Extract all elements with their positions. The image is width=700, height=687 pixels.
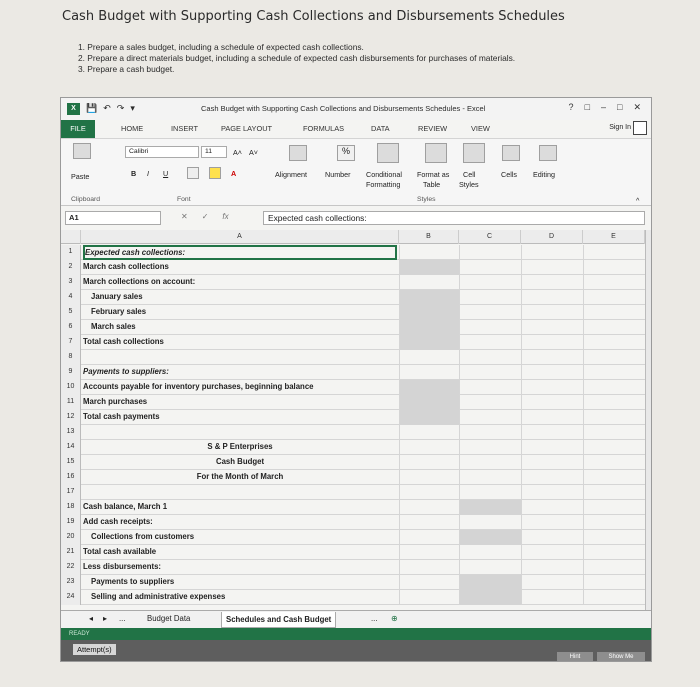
column-header-d[interactable]: D (521, 230, 583, 244)
cell-c[interactable] (459, 470, 521, 485)
cell-e[interactable] (583, 425, 645, 440)
help-icon[interactable]: ? (568, 102, 574, 112)
row-number[interactable]: 14 (61, 440, 81, 455)
table-row (61, 395, 645, 410)
table-row (61, 275, 645, 290)
cell-a[interactable]: Accounts payable for inventory purchases, beginning balance (83, 382, 314, 391)
clipboard-group-label: Clipboard (71, 196, 101, 203)
cell-c[interactable] (459, 425, 521, 440)
binoculars-icon[interactable] (539, 145, 557, 161)
row-number[interactable]: 2 (61, 260, 81, 275)
table-row (61, 410, 645, 425)
cell-a[interactable]: Collections from customers (91, 532, 195, 541)
cell-a[interactable]: Selling and administrative expenses (91, 592, 226, 601)
cell-d[interactable] (521, 530, 583, 545)
italic-button[interactable]: I (147, 169, 149, 178)
row-number[interactable]: 22 (61, 560, 81, 575)
cell-b[interactable] (399, 545, 459, 560)
cell-e[interactable] (583, 260, 645, 275)
cell-c[interactable] (459, 350, 521, 365)
table-row (61, 245, 645, 260)
cell-d[interactable] (521, 350, 583, 365)
cell-b[interactable] (399, 335, 459, 350)
cell-c[interactable] (459, 485, 521, 500)
cell-a[interactable]: March purchases (83, 397, 148, 406)
formula-bar-icons (181, 212, 229, 221)
cell-d[interactable] (521, 245, 583, 260)
cell-d[interactable] (521, 320, 583, 335)
row-number[interactable]: 17 (61, 485, 81, 500)
cell-b[interactable] (399, 455, 459, 470)
tab-view[interactable]: VIEW (471, 124, 490, 133)
excel-window (60, 97, 652, 662)
attempts-label: Attempt(s) (73, 644, 116, 655)
font-group-label: Font (177, 196, 191, 203)
tab-review[interactable]: REVIEW (418, 124, 448, 133)
cell-c[interactable] (459, 590, 521, 605)
instruction-3: 3. Prepare a cash budget. (78, 64, 175, 74)
show-me-button[interactable]: Show Me (597, 652, 645, 662)
collapse-ribbon-icon[interactable]: ^ (636, 196, 640, 205)
cell-e[interactable] (583, 305, 645, 320)
grow-font-button[interactable]: A˄ (233, 148, 242, 157)
cell-a[interactable] (83, 485, 397, 500)
excel-logo-icon: X (67, 103, 80, 115)
cell-a[interactable]: Payments to suppliers (91, 577, 175, 586)
cell-a[interactable]: Total cash available (83, 547, 157, 556)
ribbon-tabs (61, 120, 651, 138)
styles-label[interactable]: Styles (459, 180, 479, 189)
cell-c[interactable] (459, 290, 521, 305)
restore-icon[interactable]: □ (617, 102, 623, 112)
cell-e[interactable] (583, 245, 645, 260)
tab-formulas[interactable]: FORMULAS (303, 124, 345, 133)
cell-e[interactable] (583, 575, 645, 590)
cell-b[interactable] (399, 380, 459, 395)
window-title: Cash Budget with Supporting Cash Collections and Disbursements Schedules - Excel (201, 104, 486, 113)
styles-group-label: Styles (417, 196, 436, 203)
cell-a[interactable]: Total cash payments (83, 412, 160, 421)
cell-c[interactable] (459, 380, 521, 395)
row-number[interactable]: 3 (61, 275, 81, 290)
cell-c[interactable] (459, 440, 521, 455)
prev-sheet-icon[interactable]: ◂ (89, 614, 93, 623)
cell-b[interactable] (399, 320, 459, 335)
font-size-select[interactable]: 11 (201, 146, 227, 158)
cell-c[interactable] (459, 365, 521, 380)
user-avatar-icon[interactable] (633, 121, 647, 135)
formatting-label[interactable]: Formatting (366, 180, 401, 189)
cell-b[interactable] (399, 365, 459, 380)
more-sheets-left[interactable]: ... (119, 614, 126, 623)
next-sheet-icon[interactable]: ▸ (103, 614, 107, 623)
cell-c[interactable] (459, 575, 521, 590)
cell-a[interactable] (83, 425, 397, 440)
tab-page-layout[interactable]: PAGE LAYOUT (221, 124, 273, 133)
cell-d[interactable] (521, 440, 583, 455)
row-number[interactable]: 9 (61, 365, 81, 380)
cell-d[interactable] (521, 410, 583, 425)
tab-home[interactable]: HOME (121, 124, 144, 133)
column-header-c[interactable]: C (459, 230, 521, 244)
cell-a[interactable]: March cash collections (83, 262, 169, 271)
cell-d[interactable] (521, 500, 583, 515)
row-number[interactable]: 7 (61, 335, 81, 350)
cell-a[interactable]: Less disbursements: (83, 562, 161, 571)
table-row (61, 380, 645, 395)
cells-button[interactable]: Cells (501, 170, 517, 179)
table-row (61, 260, 645, 275)
title-bar (61, 98, 651, 120)
cell-d[interactable] (521, 275, 583, 290)
cell-e[interactable] (583, 500, 645, 515)
table-row (61, 440, 645, 455)
conditional-formatting-icon[interactable] (377, 143, 399, 163)
cell-b[interactable] (399, 515, 459, 530)
cell-a[interactable]: January sales (91, 292, 143, 301)
cell-c[interactable] (459, 320, 521, 335)
table-row (61, 575, 645, 590)
cell-a[interactable]: February sales (91, 307, 147, 316)
cell-c[interactable] (459, 545, 521, 560)
window-controls (569, 102, 641, 113)
column-header-e[interactable]: E (583, 230, 645, 244)
cell-b[interactable] (399, 440, 459, 455)
row-number[interactable]: 6 (61, 320, 81, 335)
cell-b[interactable] (399, 500, 459, 515)
row-number[interactable]: 18 (61, 500, 81, 515)
enter-icon[interactable]: ✓ (201, 212, 209, 221)
cell-b[interactable] (399, 245, 459, 260)
cell-d[interactable] (521, 365, 583, 380)
cell-styles-icon[interactable] (463, 143, 485, 163)
row-number[interactable]: 23 (61, 575, 81, 590)
cell-e[interactable] (583, 365, 645, 380)
table-row (61, 455, 645, 470)
cell-b[interactable] (399, 395, 459, 410)
close-icon[interactable]: ✕ (633, 102, 641, 112)
cell-d[interactable] (521, 380, 583, 395)
cell-b[interactable] (399, 575, 459, 590)
table-row (61, 320, 645, 335)
sheet-tabs-bar (61, 610, 651, 628)
cell-c[interactable] (459, 410, 521, 425)
cell-e[interactable] (583, 590, 645, 605)
bottom-bar (61, 640, 651, 662)
row-number[interactable]: 1 (61, 245, 81, 260)
alignment-button[interactable]: Alignment (275, 170, 307, 179)
borders-icon[interactable] (187, 167, 199, 179)
cell-a[interactable]: Add cash receipts: (83, 517, 153, 526)
cell-e[interactable] (583, 485, 645, 500)
cell-c[interactable] (459, 395, 521, 410)
cell-a[interactable] (83, 350, 397, 365)
cell-e[interactable] (583, 455, 645, 470)
table-label[interactable]: Table (423, 180, 441, 189)
cell-a[interactable]: Total cash collections (83, 337, 164, 346)
cell-d[interactable] (521, 290, 583, 305)
cell-e[interactable] (583, 335, 645, 350)
cell-c[interactable] (459, 245, 521, 260)
instruction-1: 1. Prepare a sales budget, including a schedule of expected cash collections. (78, 42, 364, 52)
cell-b[interactable] (399, 275, 459, 290)
cell-d[interactable] (521, 260, 583, 275)
cell-e[interactable] (583, 545, 645, 560)
table-row (61, 485, 645, 500)
instruction-2: 2. Prepare a direct materials budget, including a schedule of expected cash disbursements for purchases of materials. (78, 53, 516, 63)
cell-e[interactable] (583, 275, 645, 290)
name-box[interactable]: A1 (65, 211, 161, 225)
table-row (61, 365, 645, 380)
cell-a[interactable]: Expected cash collections: (83, 245, 397, 260)
cell-c[interactable] (459, 275, 521, 290)
cell-e[interactable] (583, 530, 645, 545)
cell-d[interactable] (521, 305, 583, 320)
row-number[interactable]: 8 (61, 350, 81, 365)
format-as-table-button[interactable]: Format as (417, 170, 450, 179)
hint-button[interactable]: Hint (557, 652, 593, 662)
font-color-icon[interactable]: A (231, 169, 237, 178)
sheet-tab-budget-data[interactable]: Budget Data (147, 614, 191, 623)
cell-d[interactable] (521, 455, 583, 470)
cell-d[interactable] (521, 590, 583, 605)
row-number[interactable]: 15 (61, 455, 81, 470)
table-row (61, 560, 645, 575)
row-number[interactable]: 19 (61, 515, 81, 530)
cells-icon[interactable] (502, 145, 520, 161)
table-row (61, 530, 645, 545)
bold-button[interactable]: B (131, 169, 137, 178)
table-row (61, 515, 645, 530)
column-header-b[interactable]: B (399, 230, 459, 244)
cell-d[interactable] (521, 335, 583, 350)
tab-insert[interactable]: INSERT (171, 124, 198, 133)
table-row (61, 290, 645, 305)
shrink-font-button[interactable]: A˅ (249, 148, 258, 157)
cell-b[interactable] (399, 425, 459, 440)
cell-b[interactable] (399, 410, 459, 425)
sheet-tab-schedules[interactable]: Schedules and Cash Budget (221, 612, 336, 628)
redo-icon[interactable]: ↷ (116, 103, 125, 113)
cancel-icon[interactable]: ✕ (181, 212, 188, 221)
cell-e[interactable] (583, 440, 645, 455)
cell-a[interactable]: March collections on account: (83, 277, 196, 286)
percent-icon[interactable]: % (337, 145, 355, 161)
cell-b[interactable] (399, 260, 459, 275)
cell-e[interactable] (583, 410, 645, 425)
underline-button[interactable]: U (163, 169, 169, 178)
more-sheets-right[interactable]: ... (371, 614, 378, 623)
fill-color-icon[interactable] (209, 167, 221, 179)
add-sheet-icon[interactable]: ⊕ (391, 614, 398, 623)
insert-function-icon[interactable]: fx (222, 212, 229, 221)
cell-c[interactable] (459, 530, 521, 545)
cell-d[interactable] (521, 560, 583, 575)
cell-e[interactable] (583, 470, 645, 485)
conditional-formatting-button[interactable]: Conditional (366, 170, 402, 179)
cell-a[interactable]: Cash balance, March 1 (83, 502, 168, 511)
alignment-icon[interactable] (289, 145, 307, 161)
save-icon[interactable]: 💾 (86, 103, 98, 113)
cell-e[interactable] (583, 515, 645, 530)
cell-d[interactable] (521, 395, 583, 410)
cell-a[interactable]: For the Month of March (196, 472, 284, 481)
status-bar: READY (61, 628, 651, 640)
cell-a[interactable]: March sales (91, 322, 136, 331)
ribbon-display-icon[interactable]: □ (584, 102, 590, 112)
cell-a[interactable]: Payments to suppliers: (83, 367, 169, 376)
select-all-corner[interactable] (61, 230, 81, 244)
cell-styles-button[interactable]: Cell (463, 170, 476, 179)
ribbon-home (61, 138, 651, 206)
cell-e[interactable] (583, 395, 645, 410)
column-header-a[interactable]: A (81, 230, 399, 244)
minimize-icon[interactable]: – (601, 102, 607, 112)
paste-icon[interactable] (73, 143, 91, 159)
cell-b[interactable] (399, 305, 459, 320)
column-headers (61, 230, 645, 244)
table-row (61, 500, 645, 515)
table-row (61, 305, 645, 320)
cell-d[interactable] (521, 485, 583, 500)
row-number[interactable]: 16 (61, 470, 81, 485)
row-number[interactable]: 24 (61, 590, 81, 605)
cell-a[interactable]: S & P Enterprises (207, 442, 273, 451)
sign-in-link[interactable]: Sign In (609, 124, 631, 131)
undo-icon[interactable]: ↶ (103, 103, 111, 113)
cell-e[interactable] (583, 560, 645, 575)
cell-c[interactable] (459, 500, 521, 515)
row-number[interactable]: 21 (61, 545, 81, 560)
cell-b[interactable] (399, 590, 459, 605)
editing-button[interactable]: Editing (533, 170, 555, 179)
cell-a[interactable]: Cash Budget (215, 457, 265, 466)
number-button[interactable]: Number (325, 170, 351, 179)
cell-c[interactable] (459, 515, 521, 530)
cell-e[interactable] (583, 290, 645, 305)
instructions-list (78, 42, 515, 75)
table-row (61, 470, 645, 485)
cell-d[interactable] (521, 575, 583, 590)
cell-e[interactable] (583, 380, 645, 395)
tab-file[interactable]: FILE (61, 120, 95, 138)
row-number[interactable]: 10 (61, 380, 81, 395)
cell-c[interactable] (459, 260, 521, 275)
row-number[interactable]: 20 (61, 530, 81, 545)
cell-b[interactable] (399, 485, 459, 500)
table-row (61, 350, 645, 365)
cell-c[interactable] (459, 335, 521, 350)
cell-b[interactable] (399, 350, 459, 365)
table-row (61, 590, 645, 605)
table-row (61, 545, 645, 560)
row-number[interactable]: 13 (61, 425, 81, 440)
row-number[interactable]: 4 (61, 290, 81, 305)
paste-button[interactable]: Paste (71, 172, 90, 181)
page-title: Cash Budget with Supporting Cash Collections and Disbursements Schedules (62, 9, 565, 24)
cell-e[interactable] (583, 350, 645, 365)
cell-b[interactable] (399, 560, 459, 575)
cell-e[interactable] (583, 320, 645, 335)
vertical-scrollbar[interactable] (645, 230, 652, 610)
cell-b[interactable] (399, 290, 459, 305)
row-number[interactable]: 12 (61, 410, 81, 425)
customize-qat-icon[interactable]: ▾ (130, 103, 135, 113)
cell-d[interactable] (521, 545, 583, 560)
cell-b[interactable] (399, 470, 459, 485)
cell-d[interactable] (521, 425, 583, 440)
cell-b[interactable] (399, 530, 459, 545)
format-as-table-icon[interactable] (425, 143, 447, 163)
row-number[interactable]: 5 (61, 305, 81, 320)
quick-access-toolbar (67, 103, 135, 115)
formula-input[interactable]: Expected cash collections: (263, 211, 645, 225)
cell-d[interactable] (521, 515, 583, 530)
table-row (61, 425, 645, 440)
table-row (61, 335, 645, 350)
row-number[interactable]: 11 (61, 395, 81, 410)
cell-c[interactable] (459, 455, 521, 470)
font-name-select[interactable]: Calibri (125, 146, 199, 158)
cell-c[interactable] (459, 305, 521, 320)
cell-d[interactable] (521, 470, 583, 485)
tab-data[interactable]: DATA (371, 124, 390, 133)
cell-c[interactable] (459, 560, 521, 575)
formula-bar (61, 208, 651, 228)
